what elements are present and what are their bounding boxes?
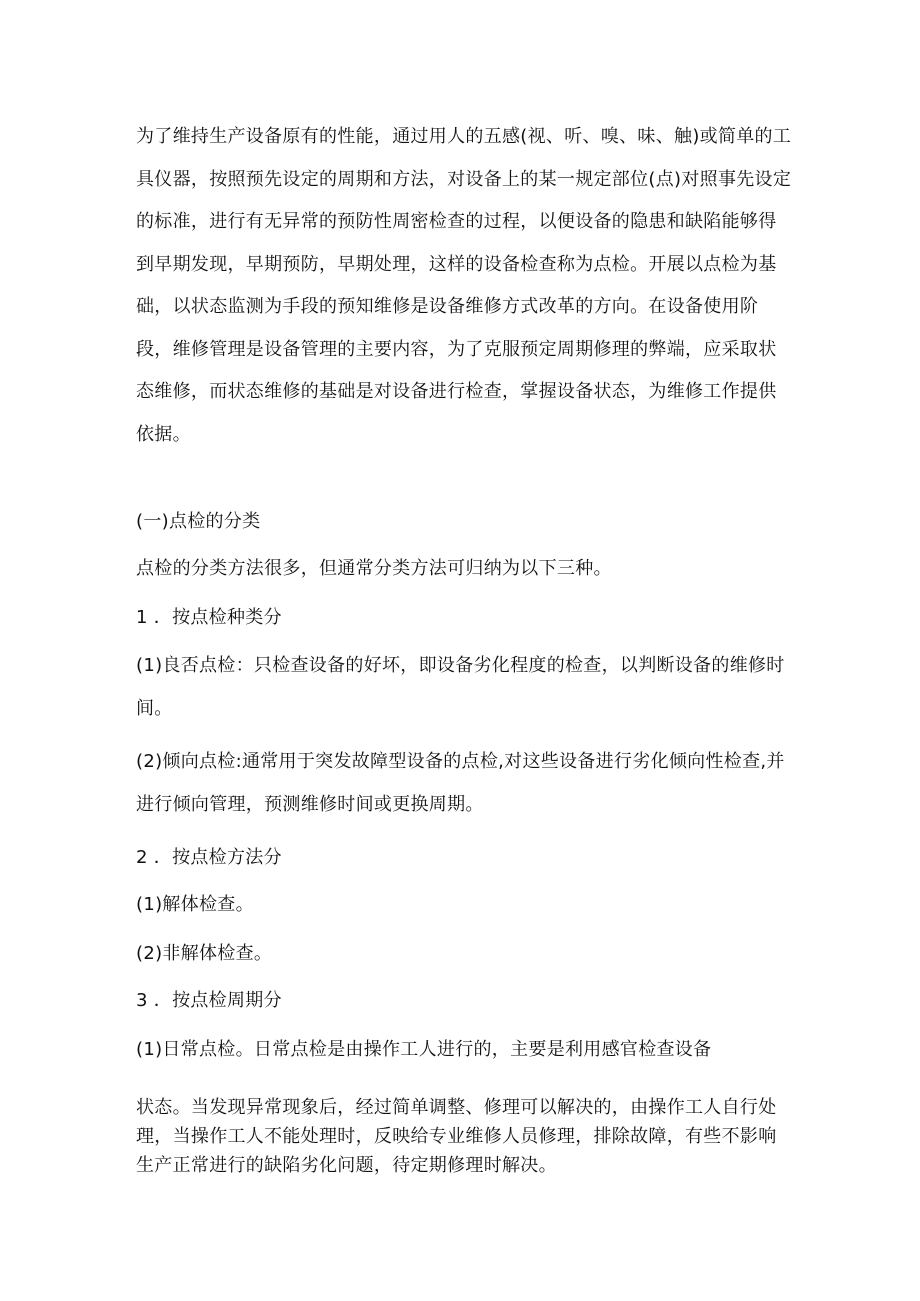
intro-paragraph: 为了维持生产设备原有的性能，通过用人的五感(视、听、嗅、味、触)或简单的工具仪器，按照预先设定的周期和方法，对设备上的某一规定部位(点)对照事先设定的标准，进行有无异常的预防性周密检查的过程，以便设备的隐患和缺陷能够得到早期发现，早期预防，早期处理，这样的设备检查称为点检。开展以点检为基础，以状态监测为手段的预知维修是设备维修方式改革的方向。在设备使用阶段，维修管理是设备管理的主要内容，为了克服预定周期修理的弊端，应采取状态维修，而状态维修的基础是对设备进行检查，掌握设备状态，为维修工作提供依据。: [136, 126, 792, 445]
heading-by-type: 1 ．按点检种类分: [136, 607, 282, 628]
tendency-check-paragraph: (2)倾向点检:通常用于突发故障型设备的点检,对这些设备进行劣化倾向性检查,并进行倾向管理，预测维修时间或更换周期。: [136, 751, 785, 815]
classification-intro-paragraph: 点检的分类方法很多，但通常分类方法可归纳为以下三种。: [136, 558, 612, 579]
section-heading-classification: (一)点检的分类: [136, 511, 261, 532]
good-bad-check-paragraph: (1)良否点检：只检查设备的好坏，即设备劣化程度的检查，以判断设备的维修时间。: [136, 655, 785, 719]
daily-check-continued-paragraph: 状态。当发现异常现象后，经过简单调整、修理可以解决的，由操作工人自行处理，当操作工人不能处理时，反映给专业维修人员修理，排除故障，有些不影响生产正常进行的缺陷劣化问题，待定期修理时解决。: [136, 1097, 777, 1176]
heading-by-method: 2 ．按点检方法分: [136, 847, 282, 868]
non-disassembly-check-item: (2)非解体检查。: [136, 943, 273, 964]
disassembly-check-item: (1)解体检查。: [136, 894, 254, 915]
heading-by-cycle: 3 ．按点检周期分: [136, 990, 282, 1011]
daily-check-line: (1)日常点检。日常点检是由操作工人进行的，主要是利用感官检查设备: [136, 1039, 712, 1060]
